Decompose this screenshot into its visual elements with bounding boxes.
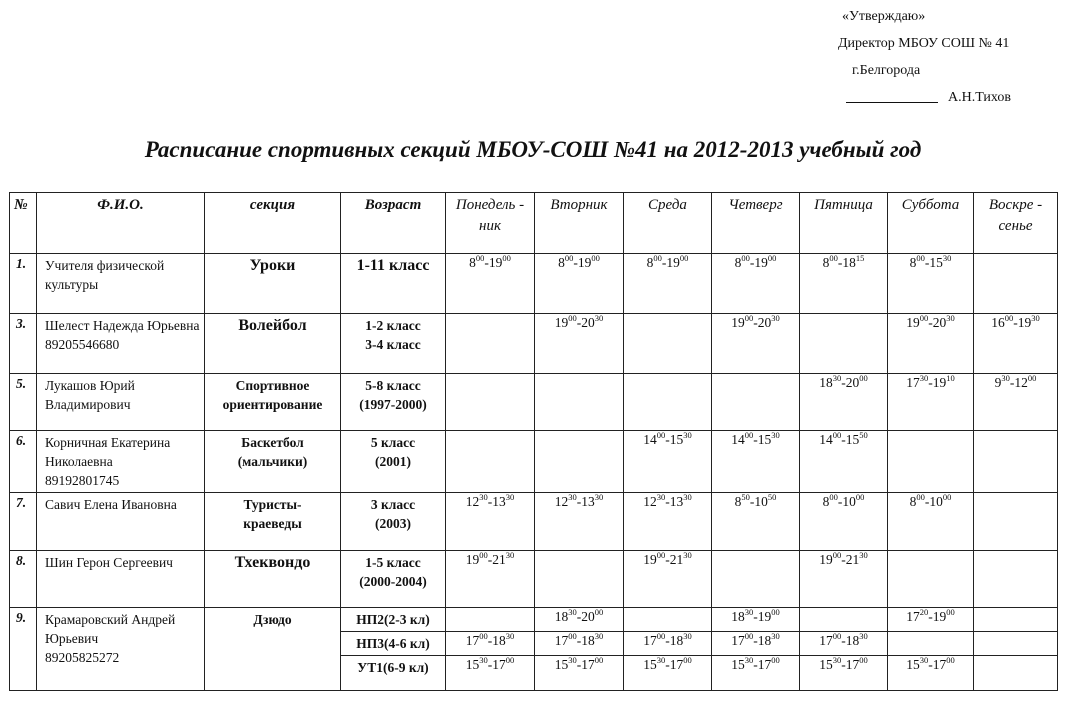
time-fri <box>800 493 888 551</box>
time-minutes: 00 <box>653 253 662 263</box>
time-thu <box>712 656 800 691</box>
time-wed <box>624 254 712 314</box>
section-line: краеведы <box>243 516 302 531</box>
time-fri <box>800 656 888 691</box>
time-range: $19^{00}-21^{30}$ <box>643 550 692 567</box>
time-minutes: 00 <box>916 492 925 502</box>
approval-signer: А.Н.Тихов <box>948 90 1011 105</box>
row-number: 1. <box>10 254 37 314</box>
header-section: секция <box>205 193 341 254</box>
time-minutes: 00 <box>656 550 666 560</box>
time-sat <box>888 632 974 656</box>
age-line: 3 класс <box>370 497 416 512</box>
time-minutes: 00 <box>829 492 838 502</box>
time-fri <box>800 314 888 374</box>
time-range: $19^{00}-20^{30}$ <box>906 313 955 330</box>
row-age <box>341 254 446 314</box>
time-sat <box>888 656 974 691</box>
time-thu <box>712 493 800 551</box>
time-thu <box>712 608 800 632</box>
time-range: $14^{00}-15^{30}$ <box>643 430 692 447</box>
time-range: $15^{30}-17^{00}$ <box>906 655 955 672</box>
time-minutes: 30 <box>771 631 780 641</box>
time-range: $12^{30}-13^{30}$ <box>554 492 604 509</box>
time-minutes: 30 <box>505 550 515 560</box>
time-minutes: 30 <box>479 655 488 665</box>
time-range: $17^{20}-19^{00}$ <box>906 607 955 624</box>
time-minutes: 00 <box>771 655 780 665</box>
time-tue <box>535 608 624 632</box>
time-mon <box>446 374 535 431</box>
time-minutes: 30 <box>942 253 952 263</box>
row-number: 8. <box>10 551 37 608</box>
time-fri <box>800 632 888 656</box>
time-range: $14^{00}-15^{30}$ <box>731 430 780 447</box>
approval-position: Директор МБОУ СОШ № 41 <box>838 36 1010 51</box>
time-range: $15^{30}-17^{00}$ <box>465 655 515 672</box>
age-line: (1997-2000) <box>359 397 427 412</box>
section-line: Баскетбол <box>241 435 304 450</box>
page-title: Расписание спортивных секций МБОУ-СОШ №41 на 2012-2013 учебный год <box>144 137 922 162</box>
time-wed <box>624 314 712 374</box>
time-tue <box>535 374 624 431</box>
time-mon <box>446 254 535 314</box>
time-sat <box>888 431 974 493</box>
row-section <box>205 493 341 551</box>
header-fri: Пятница <box>800 193 888 254</box>
name-line: 89205825272 <box>45 650 120 665</box>
time-minutes: 30 <box>1031 313 1040 323</box>
row-number: 6. <box>10 431 37 493</box>
time-minutes: 15 <box>855 253 865 263</box>
time-sat <box>888 374 974 431</box>
time-range: $18^{30}-19^{00}$ <box>731 607 780 624</box>
time-minutes: 30 <box>771 313 780 323</box>
time-mon <box>446 608 535 632</box>
time-tue <box>535 656 624 691</box>
time-range: $19^{00}-20^{30}$ <box>731 313 780 330</box>
time-minutes: 00 <box>1004 313 1014 323</box>
time-wed <box>624 431 712 493</box>
name-line: Учителя физической культуры <box>45 258 165 292</box>
table-row <box>10 314 1058 374</box>
time-thu <box>712 254 800 314</box>
time-range: $14^{00}-15^{50}$ <box>819 430 868 447</box>
time-minutes: 30 <box>683 492 692 502</box>
time-wed <box>624 632 712 656</box>
section-line: Тхеквондо <box>234 554 311 571</box>
time-minutes: 00 <box>479 550 488 560</box>
time-minutes: 30 <box>919 655 929 665</box>
age-line: (2000-2004) <box>359 574 427 589</box>
time-minutes: 30 <box>946 313 955 323</box>
time-minutes: 00 <box>741 253 750 263</box>
row-name <box>37 314 205 374</box>
time-minutes: 00 <box>656 430 666 440</box>
section-line: Туристы- <box>243 497 302 512</box>
time-sat <box>888 551 974 608</box>
section-line: ориентирование <box>222 397 323 412</box>
time-minutes: 30 <box>479 492 488 502</box>
time-minutes: 00 <box>855 492 865 502</box>
section-line: Уроки <box>249 257 296 274</box>
time-minutes: 30 <box>832 373 842 383</box>
time-minutes: 00 <box>832 631 842 641</box>
time-range: $8^{00}-19^{00}$ <box>469 253 511 270</box>
time-minutes: 10 <box>946 373 955 383</box>
age-line: (2003) <box>375 516 411 531</box>
time-minutes: 30 <box>859 550 868 560</box>
time-sat <box>888 254 974 314</box>
time-minutes: 00 <box>564 253 574 263</box>
header-row <box>10 193 1058 254</box>
row-number: 7. <box>10 493 37 551</box>
table-row <box>10 608 1058 632</box>
time-tue <box>535 493 624 551</box>
time-mon <box>446 656 535 691</box>
time-minutes: 00 <box>502 253 511 263</box>
row-section <box>205 431 341 493</box>
row-section <box>205 374 341 431</box>
time-thu <box>712 551 800 608</box>
time-range: $8^{00}-19^{00}$ <box>646 253 689 270</box>
time-thu <box>712 632 800 656</box>
time-range: $8^{00}-10^{00}$ <box>822 492 865 509</box>
name-line: Шелест Надежда Юрьевна <box>45 318 200 333</box>
time-range: $19^{00}-20^{30}$ <box>554 313 604 330</box>
time-range: $8^{50}-10^{50}$ <box>734 492 777 509</box>
time-wed <box>624 374 712 431</box>
time-minutes: 30 <box>656 655 666 665</box>
name-line: Корничная Екатерина Николаевна <box>45 435 171 469</box>
time-wed <box>624 656 712 691</box>
time-minutes: 00 <box>505 655 515 665</box>
name-line: Савич Елена Ивановна <box>45 497 177 512</box>
time-sun <box>974 551 1058 608</box>
time-range: $17^{00}-18^{30}$ <box>643 631 692 648</box>
schedule-table <box>9 192 1058 691</box>
time-minutes: 30 <box>683 430 692 440</box>
time-minutes: 30 <box>568 492 577 502</box>
time-minutes: 30 <box>683 631 692 641</box>
time-minutes: 30 <box>683 550 692 560</box>
time-minutes: 00 <box>832 430 842 440</box>
time-mon <box>446 493 535 551</box>
time-range: $8^{00}-10^{00}$ <box>909 492 952 509</box>
time-sun <box>974 493 1058 551</box>
time-range: $17^{00}-18^{30}$ <box>554 631 604 648</box>
time-range: $8^{00}-19^{00}$ <box>734 253 777 270</box>
time-tue <box>535 551 624 608</box>
row-section <box>205 314 341 374</box>
header-sat: Суббота <box>888 193 974 254</box>
time-minutes: 00 <box>679 253 689 263</box>
section-line: Спортивное <box>235 378 310 393</box>
row-age: НП3(4-6 кл) <box>341 632 446 656</box>
header-tue: Вторник <box>535 193 624 254</box>
row-name <box>37 374 205 431</box>
time-thu <box>712 314 800 374</box>
row-age: НП2(2-3 кл) <box>341 608 446 632</box>
time-range: $17^{30}-19^{10}$ <box>906 373 955 390</box>
row-name <box>37 431 205 493</box>
time-range: $15^{30}-17^{00}$ <box>819 655 868 672</box>
time-minutes: 30 <box>744 655 754 665</box>
time-minutes: 20 <box>919 607 929 617</box>
header-thu: Четверг <box>712 193 800 254</box>
row-age <box>341 551 446 608</box>
age-line: 1-2 класс <box>365 318 421 333</box>
age-line: 5-8 класс <box>365 378 421 393</box>
time-minutes: 00 <box>568 313 577 323</box>
row-section <box>205 551 341 608</box>
time-sun <box>974 431 1058 493</box>
time-minutes: 00 <box>475 253 485 263</box>
time-tue <box>535 632 624 656</box>
time-wed <box>624 551 712 608</box>
table-row <box>10 431 1058 493</box>
age-line: 1-11 класс <box>356 257 430 274</box>
time-minutes: 30 <box>656 492 666 502</box>
time-minutes: 00 <box>744 313 754 323</box>
time-minutes: 00 <box>946 655 955 665</box>
time-range: $17^{00}-18^{30}$ <box>819 631 868 648</box>
time-minutes: 00 <box>594 607 604 617</box>
row-age <box>341 431 446 493</box>
time-mon <box>446 431 535 493</box>
time-minutes: 30 <box>771 430 780 440</box>
time-thu <box>712 374 800 431</box>
name-line: Шин Герон Сергеевич <box>45 555 173 570</box>
row-section <box>205 254 341 314</box>
time-minutes: 30 <box>744 607 754 617</box>
row-age <box>341 374 446 431</box>
row-age <box>341 314 446 374</box>
time-fri <box>800 551 888 608</box>
time-sat <box>888 314 974 374</box>
time-sun <box>974 656 1058 691</box>
row-number: 9. <box>10 608 37 691</box>
time-minutes: 30 <box>859 631 868 641</box>
time-minutes: 50 <box>767 492 777 502</box>
time-minutes: 00 <box>656 631 666 641</box>
time-sun <box>974 632 1058 656</box>
approval-city: г.Белгорода <box>852 63 921 78</box>
time-fri <box>800 254 888 314</box>
header-num: № <box>10 193 37 254</box>
name-line: Лукашов Юрий Владимирович <box>45 378 135 412</box>
time-thu <box>712 431 800 493</box>
time-minutes: 30 <box>568 655 577 665</box>
time-tue <box>535 431 624 493</box>
time-sun <box>974 314 1058 374</box>
section-line: Дзюдо <box>253 612 292 627</box>
row-section <box>205 608 341 691</box>
section-line: (мальчики) <box>237 454 308 469</box>
time-minutes: 00 <box>859 655 868 665</box>
time-minutes: 00 <box>946 607 955 617</box>
time-range: $19^{00}-21^{30}$ <box>819 550 868 567</box>
row-number: 3. <box>10 314 37 374</box>
header-sun: Воскре - сенье <box>974 193 1058 254</box>
time-minutes: 00 <box>744 430 754 440</box>
time-wed <box>624 608 712 632</box>
row-age: УТ1(6-9 кл) <box>341 656 446 691</box>
time-minutes: 30 <box>594 492 604 502</box>
time-wed <box>624 493 712 551</box>
time-range: $12^{30}-13^{30}$ <box>643 492 692 509</box>
approval-heading: «Утверждаю» <box>842 9 926 24</box>
time-minutes: 00 <box>594 655 604 665</box>
row-name <box>37 493 205 551</box>
time-fri <box>800 374 888 431</box>
time-sat <box>888 493 974 551</box>
time-range: $15^{30}-17^{00}$ <box>643 655 692 672</box>
time-minutes: 00 <box>942 492 952 502</box>
time-minutes: 00 <box>859 373 868 383</box>
time-minutes: 30 <box>832 655 842 665</box>
time-minutes: 30 <box>1001 373 1010 383</box>
time-minutes: 00 <box>771 607 780 617</box>
time-fri <box>800 431 888 493</box>
signature-line <box>846 88 938 103</box>
header-wed: Среда <box>624 193 712 254</box>
name-line: 89205546680 <box>45 337 120 352</box>
time-minutes: 30 <box>919 373 929 383</box>
time-minutes: 00 <box>767 253 777 263</box>
time-range: $19^{00}-21^{30}$ <box>465 550 515 567</box>
header-mon: Понедель - ник <box>446 193 535 254</box>
time-range: $9^{30}-12^{00}$ <box>994 373 1037 390</box>
time-minutes: 30 <box>568 607 577 617</box>
time-sun <box>974 374 1058 431</box>
header-age: Возраст <box>341 193 446 254</box>
row-name <box>37 551 205 608</box>
time-range: $18^{30}-20^{00}$ <box>554 607 604 624</box>
time-minutes: 00 <box>832 550 842 560</box>
time-mon <box>446 632 535 656</box>
time-minutes: 00 <box>568 631 577 641</box>
time-sun <box>974 608 1058 632</box>
time-mon <box>446 314 535 374</box>
time-range: $15^{30}-17^{00}$ <box>554 655 604 672</box>
time-minutes: 50 <box>859 430 868 440</box>
age-line: (2001) <box>375 454 411 469</box>
row-name <box>37 608 205 691</box>
approval-block <box>838 3 1011 111</box>
time-mon <box>446 551 535 608</box>
time-minutes: 30 <box>505 492 515 502</box>
time-minutes: 00 <box>744 631 754 641</box>
section-line: Волейбол <box>238 317 307 334</box>
time-minutes: 50 <box>741 492 750 502</box>
name-line: Крамаровский Андрей Юрьевич <box>45 612 176 646</box>
time-minutes: 00 <box>479 631 488 641</box>
header-fio: Ф.И.О. <box>37 193 205 254</box>
table-row <box>10 254 1058 314</box>
table-row <box>10 551 1058 608</box>
time-range: $18^{30}-20^{00}$ <box>819 373 868 390</box>
time-range: $17^{00}-18^{30}$ <box>465 631 515 648</box>
age-line: 3-4 класс <box>365 337 421 352</box>
time-range: $15^{30}-17^{00}$ <box>731 655 780 672</box>
time-range: $8^{00}-18^{15}$ <box>822 253 865 270</box>
time-minutes: 00 <box>916 253 925 263</box>
time-range: $12^{30}-13^{30}$ <box>465 492 515 509</box>
time-range: $8^{00}-15^{30}$ <box>909 253 952 270</box>
time-sun <box>974 254 1058 314</box>
time-range: $16^{00}-19^{30}$ <box>991 313 1040 330</box>
age-line: 1-5 класс <box>365 555 421 570</box>
time-range: $17^{00}-18^{30}$ <box>731 631 780 648</box>
name-line: 89192801745 <box>45 473 120 488</box>
time-range: $8^{00}-19^{00}$ <box>558 253 600 270</box>
time-minutes: 30 <box>505 631 515 641</box>
time-minutes: 00 <box>829 253 838 263</box>
time-minutes: 30 <box>594 631 604 641</box>
time-fri <box>800 608 888 632</box>
row-name <box>37 254 205 314</box>
row-number: 5. <box>10 374 37 431</box>
age-line: 5 класс <box>370 435 416 450</box>
time-tue <box>535 254 624 314</box>
approval-signature <box>838 84 1011 111</box>
time-sat <box>888 608 974 632</box>
time-tue <box>535 314 624 374</box>
row-age <box>341 493 446 551</box>
time-minutes: 00 <box>591 253 600 263</box>
time-minutes: 00 <box>1027 373 1037 383</box>
table-row <box>10 493 1058 551</box>
time-minutes: 00 <box>683 655 692 665</box>
time-minutes: 30 <box>594 313 604 323</box>
table-row <box>10 374 1058 431</box>
time-minutes: 00 <box>919 313 929 323</box>
